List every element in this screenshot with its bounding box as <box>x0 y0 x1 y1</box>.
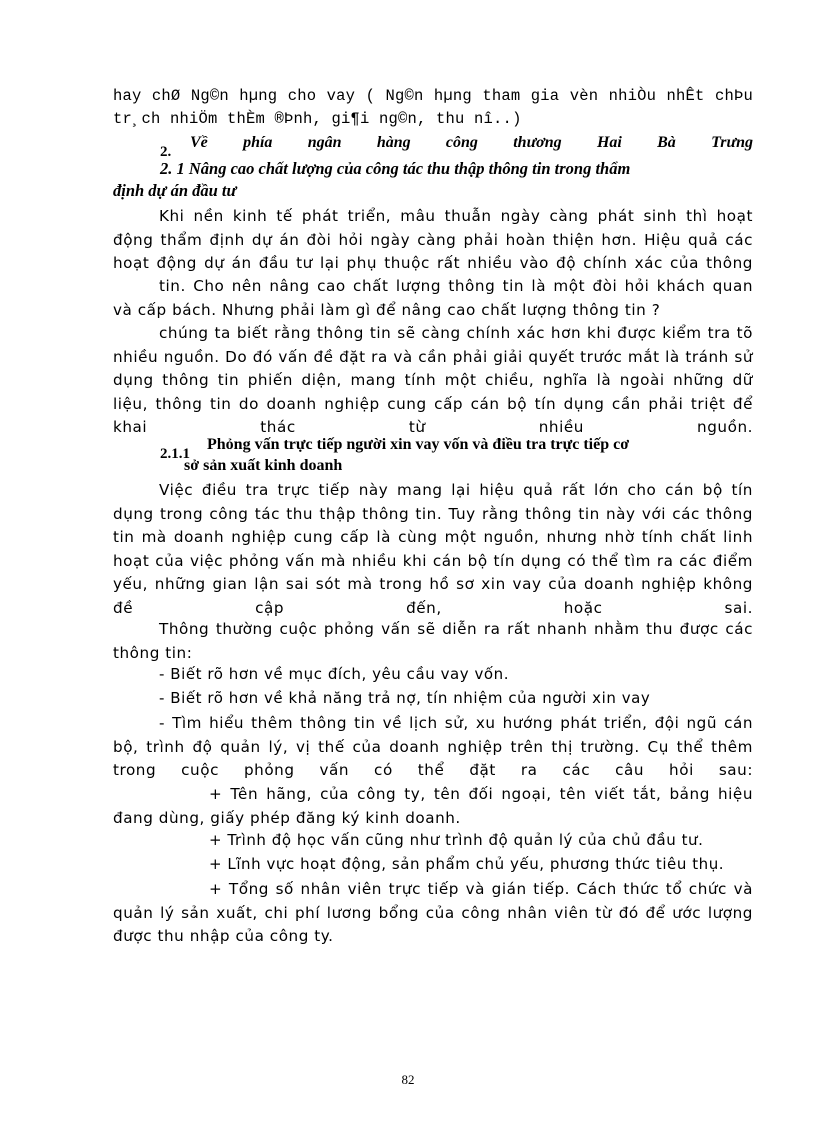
paragraph-2-line-3: dụng thông tin phiến diện, mang tính một chiều, nghĩa là ngoài những dữ <box>113 371 753 389</box>
bullet-2: - Biết rõ hơn về khả năng trả nợ, tín nhiệm của người xin vay <box>159 689 651 707</box>
paragraph-3-line-3: tin mà doanh nghiệp cung cấp là cùng một nguồn, nhưng nhờ tính chất linh <box>113 528 753 546</box>
paragraph-1 <box>113 205 753 276</box>
paragraph-3-line-5: yếu, những gian lận sai sót mà trong hồ sơ xin vay của doanh nghiệp không <box>113 575 753 593</box>
paragraph-1-line-4: tin. Cho nên nâng cao chất lượng thông tin là một đòi hỏi khách quan <box>159 277 753 295</box>
paragraph-3-line-1: Việc điều tra trực tiếp này mang lại hiệu quả rất lớn cho cán bộ tín <box>159 481 753 499</box>
paragraph-2-line-5: khai thác từ nhiều nguồn. <box>113 418 753 436</box>
paragraph-2 <box>113 322 753 440</box>
question-4-line-1: + Tổng số nhân viên trực tiếp và gián tiếp. Cách thức tổ chức và <box>209 880 753 898</box>
section-2-title: Về phía ngân hàng công thương Hai Bà Trưng <box>190 134 753 151</box>
intro-line-1: hay chØ Ng©n hµng cho vay ( Ng©n hµng tham gia vèn nhiÒu nhÊt chÞu <box>113 87 753 105</box>
paragraph-1-line-3: hoạt động dự án đầu tư lại phụ thuộc rất nhiều vào độ chính xác của thông <box>113 254 753 272</box>
question-4-line-2: quản lý sản xuất, chi phí lương bổng của công nhân viên từ đó để ước lượng <box>113 903 753 922</box>
paragraph-2-line-1: chúng ta biết rằng thông tin sẽ càng chính xác hơn khi được kiểm tra tõ <box>159 324 753 342</box>
question-4 <box>113 878 753 949</box>
paragraph-4-line-1: Thông thường cuộc phỏng vấn sẽ diễn ra rất nhanh nhằm thu được các <box>159 620 753 638</box>
paragraph-5-line-2: bộ, trình độ quản lý, vị thế của doanh nghiệp trên thị trường. Cụ thể thêm <box>113 737 753 756</box>
question-1-line-1: + Tên hãng, của công ty, tên đối ngoại, tên viết tắt, bảng hiệu <box>209 785 753 803</box>
section-2-1-title-line-1: 2. 1 Nâng cao chất lượng của công tác thu thập thông tin trong thẩm <box>160 159 631 178</box>
paragraph-1-line-2: động thẩm định dự án đòi hỏi ngày càng phải hoàn thiện hơn. Hiệu quả các <box>113 230 753 249</box>
question-3: + Lĩnh vực hoạt động, sản phẩm chủ yếu, phương thức tiêu thụ. <box>209 855 725 873</box>
page-number: 82 <box>401 1072 415 1087</box>
paragraph-1b <box>113 275 753 322</box>
paragraph-5-line-3: trong cuộc phỏng vấn có thể đặt ra các câu hỏi sau: <box>113 761 753 779</box>
paragraph-3-line-2: dụng trong công tác thu thập thông tin. Tuy rằng thông tin này với các thông <box>113 504 753 523</box>
question-4-line-3: được thu nhập của công ty. <box>113 927 334 945</box>
paragraph-1-line-5: và cấp bách. Nhưng phải làm gì để nâng cao chất lượng thông tin ? <box>113 300 661 319</box>
paragraph-3 <box>113 479 753 620</box>
paragraph-4 <box>113 618 753 665</box>
section-2-1-1-title-line-2: sở sản xuất kinh doanh <box>184 457 343 474</box>
section-2-1-1-number: 2.1.1 <box>160 446 190 462</box>
paragraph-1-line-1: Khi nền kinh tế phát triển, mâu thuẫn ngày càng phát sinh thì hoạt <box>159 207 753 225</box>
question-1-line-2: đang dùng, giấy phép đăng ký kinh doanh. <box>113 808 461 827</box>
paragraph-2-line-2: nhiều nguồn. Do đó vấn đề đặt ra và cần phải giải quyết trước mắt là tránh sử <box>113 347 753 366</box>
bullet-1: - Biết rõ hơn về mục đích, yêu cầu vay vốn. <box>159 665 510 683</box>
paragraph-4-line-2: thông tin: <box>113 643 193 662</box>
paragraph-3-line-6: đề cập đến, hoặc sai. <box>113 598 753 617</box>
section-2-1-1-title-line-1: Phỏng vấn trực tiếp người xin vay vốn và điều tra trực tiếp cơ <box>207 436 630 453</box>
paragraph-5 <box>113 712 753 783</box>
question-2: + Trình độ học vấn cũng như trình độ quản lý của chủ đầu tư. <box>209 831 704 849</box>
intro-line-2: tr¸ch nhiÖm thÈm ®Þnh, gi¶i ng©n, thu nî..) <box>113 110 522 128</box>
question-1 <box>113 783 753 830</box>
paragraph-3-line-4: hoạt của việc phỏng vấn mà nhiều khi cán bộ tín dụng có thể tìm ra các điểm <box>113 551 753 570</box>
paragraph-2-line-4: liệu, thông tin do doanh nghiệp cung cấp cán bộ tín dụng cần phải triệt để <box>113 394 753 413</box>
section-2-1-title-line-2: định dự án đầu tư <box>113 181 237 200</box>
paragraph-5-line-1: - Tìm hiểu thêm thông tin về lịch sử, xu hướng phát triển, đội ngũ cán <box>159 714 753 732</box>
section-2-number: 2. <box>160 144 172 160</box>
